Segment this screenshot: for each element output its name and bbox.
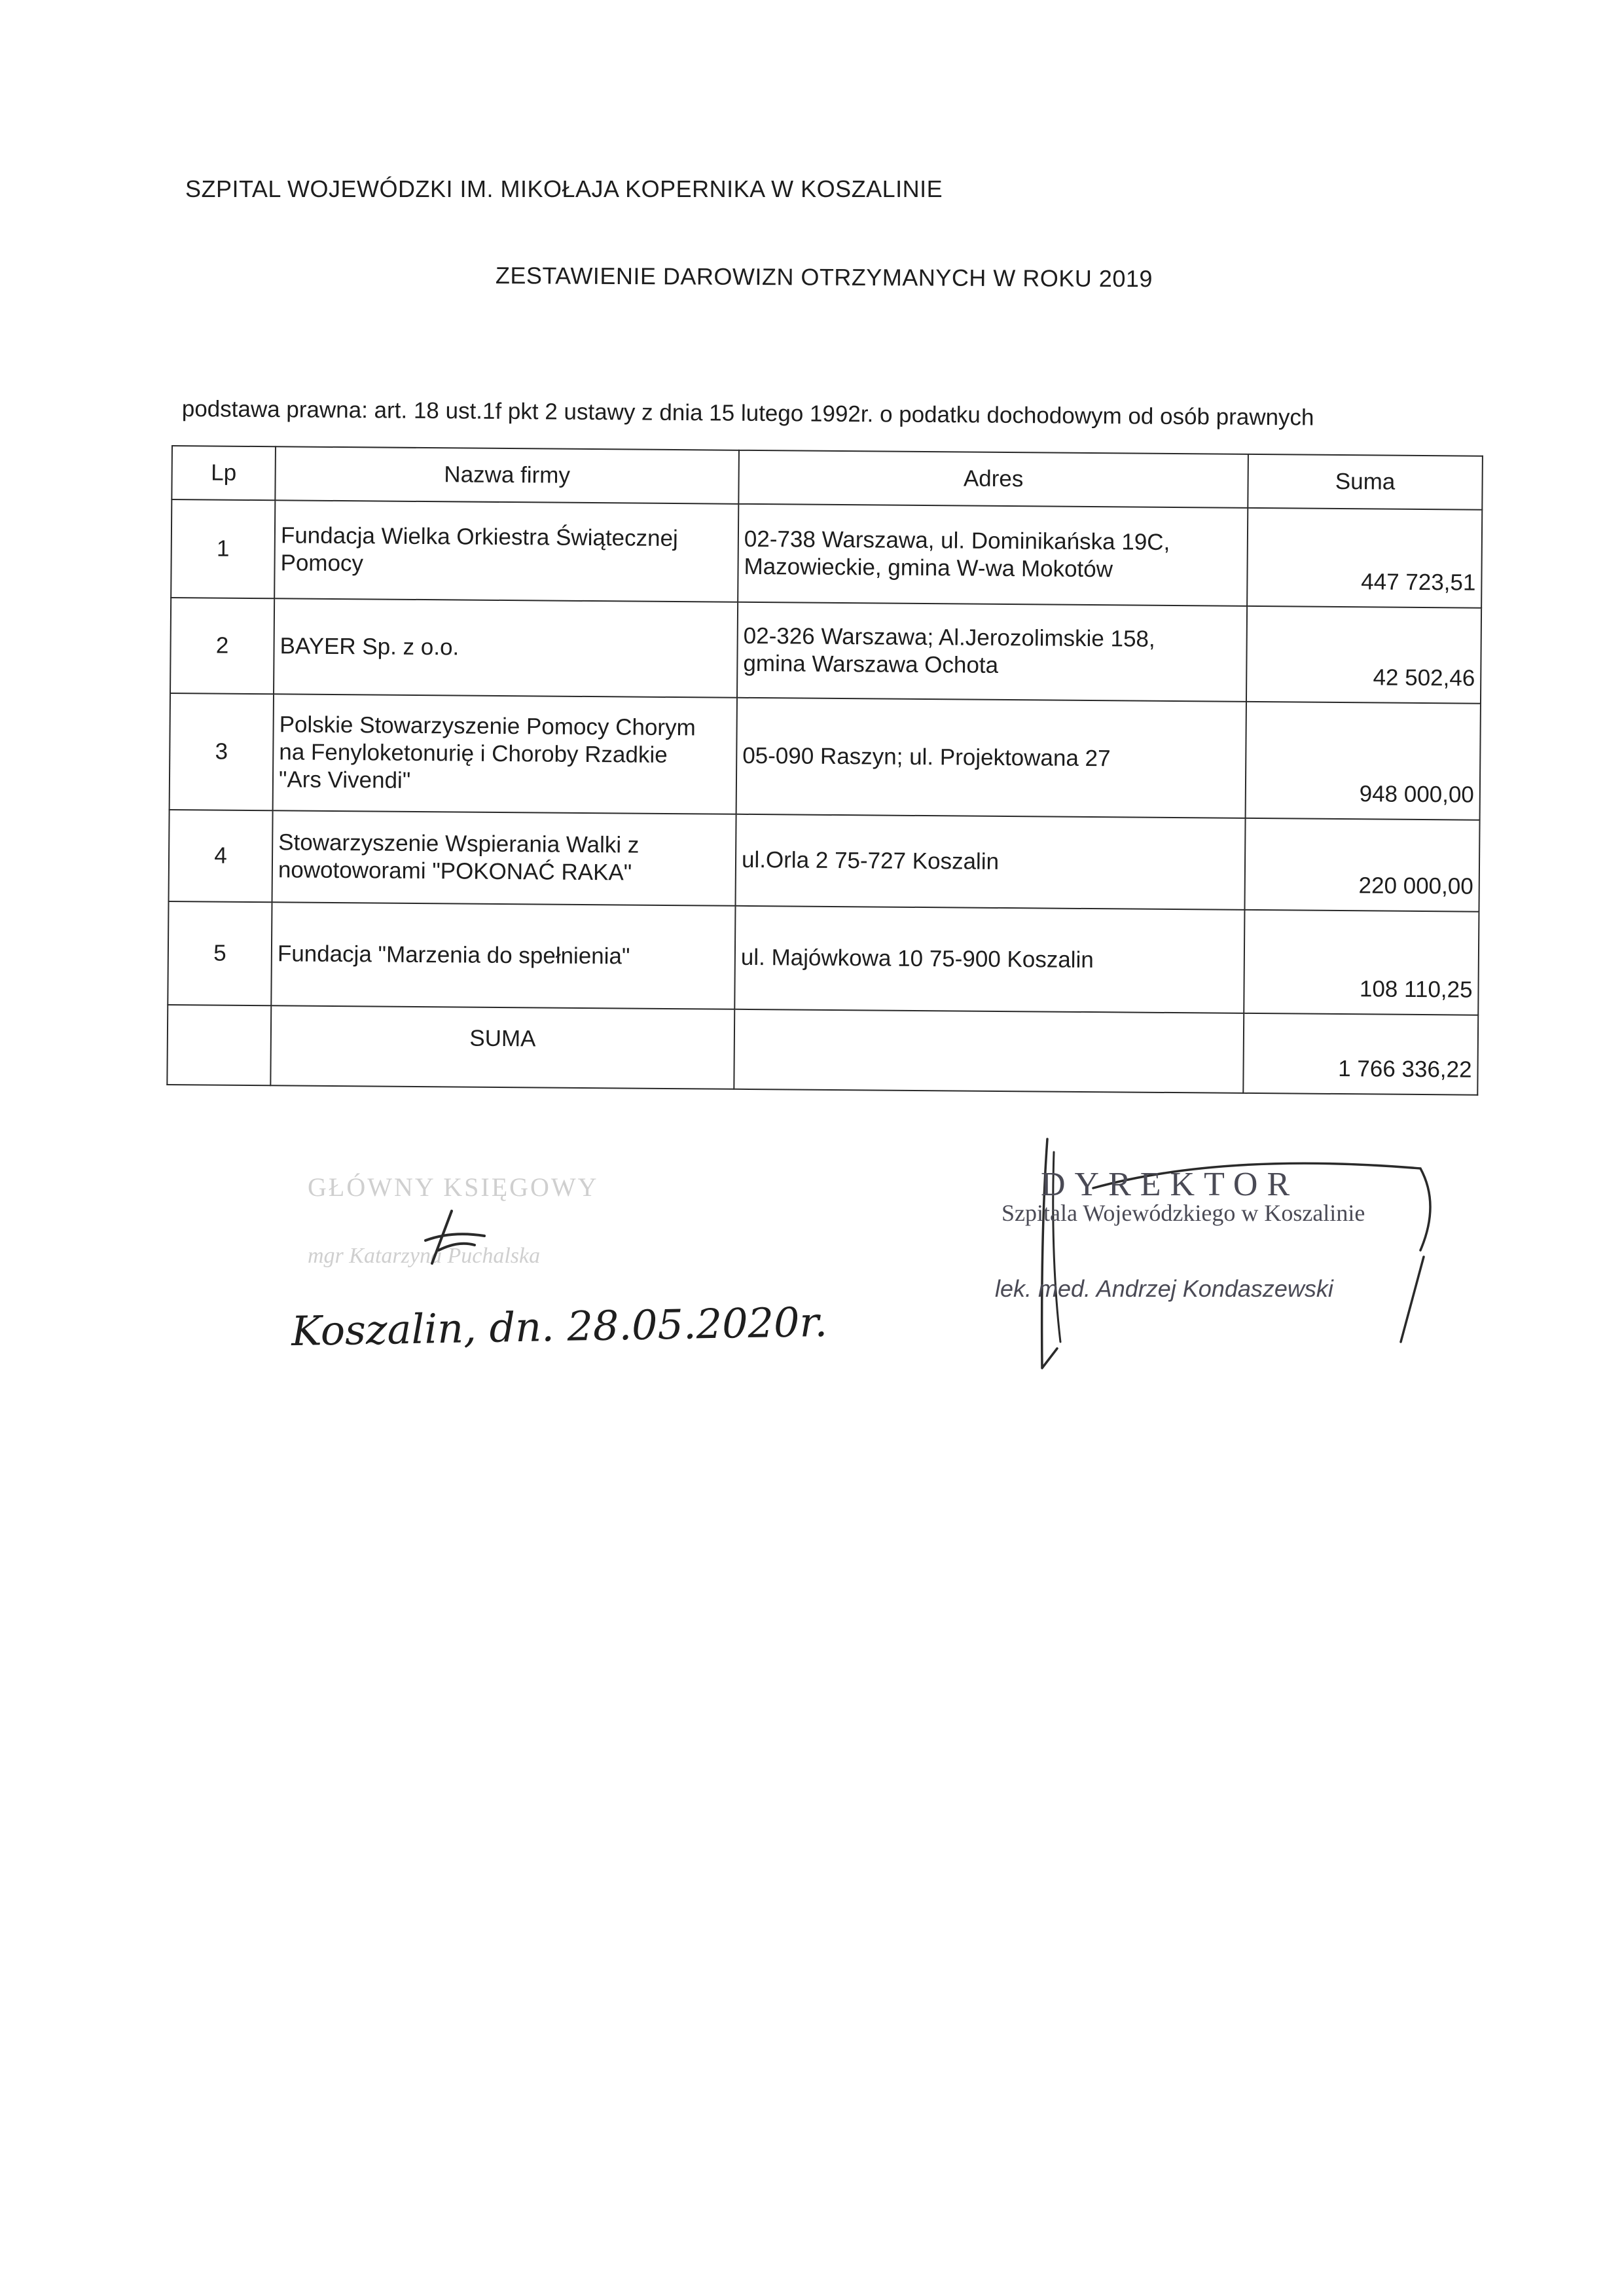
cell-name-line: Fundacja "Marzenia do spełnienia" — [277, 941, 630, 969]
cell-lp: 5 — [168, 901, 272, 1005]
table-row — [170, 693, 1481, 820]
cell-address-line: gmina Warszawa Ochota — [743, 650, 999, 678]
cell-address — [738, 504, 1248, 606]
director-stamp — [995, 1126, 1453, 1375]
cell-name — [272, 810, 736, 906]
donations-table — [166, 445, 1483, 1096]
accountant-stamp-name: mgr Katarzyna Puchalska — [308, 1244, 541, 1268]
table-total-row — [167, 1005, 1478, 1095]
cell-name — [274, 598, 738, 698]
total-sum: 1 766 336,22 — [1243, 1013, 1478, 1095]
cell-name-line: nowotoworami "POKONAĆ RAKA" — [278, 857, 632, 886]
director-hospital: Szpitala Wojewódzkiego w Koszalinie — [1001, 1200, 1365, 1226]
cell-name — [274, 500, 738, 602]
cell-address-line: ul. Majówkowa 10 75-900 Koszalin — [740, 944, 1094, 973]
cell-address-line: 02-738 Warszawa, ul. Dominikańska 19C, — [744, 526, 1170, 555]
cell-sum: 108 110,25 — [1244, 910, 1479, 1015]
cell-lp: 4 — [169, 810, 273, 902]
cell-sum: 42 502,46 — [1246, 606, 1481, 704]
cell-address-line: 05-090 Raszyn; ul. Projektowana 27 — [742, 742, 1111, 772]
table-row — [168, 901, 1479, 1015]
cell-sum: 220 000,00 — [1244, 818, 1479, 912]
cell-empty — [734, 1009, 1244, 1093]
cell-name-line: Pomocy — [280, 550, 364, 577]
director-signature-icon — [995, 1126, 1453, 1375]
column-header-address: Adres — [738, 450, 1248, 508]
accountant-signature-icon — [412, 1204, 491, 1270]
table-row — [169, 810, 1480, 912]
column-header-name: Nazwa firmy — [275, 446, 739, 504]
cell-address-line: Mazowieckie, gmina W-wa Mokotów — [744, 553, 1113, 583]
cell-address-line: 02-326 Warszawa; Al.Jerozolimskie 158, — [743, 623, 1155, 652]
cell-name-line: BAYER Sp. z o.o. — [280, 633, 460, 660]
cell-sum: 447 723,51 — [1247, 508, 1482, 608]
cell-empty — [167, 1005, 271, 1085]
total-label: SUMA — [270, 1005, 734, 1089]
cell-name-line: "Ars Vivendi" — [278, 767, 411, 793]
document-title: ZESTAWIENIE DAROWIZN OTRZYMANYCH W ROKU 2019 — [495, 262, 1153, 293]
cell-name — [271, 902, 735, 1009]
cell-address — [734, 906, 1244, 1013]
cell-lp: 2 — [170, 598, 274, 694]
cell-lp: 3 — [170, 693, 274, 810]
handwritten-date: Koszalin, dn. 28.05.2020r. — [291, 1297, 828, 1356]
column-header-lp: Lp — [171, 446, 276, 500]
cell-address — [736, 698, 1246, 818]
table-row — [170, 598, 1481, 704]
legal-basis: podstawa prawna: art. 18 ust.1f pkt 2 ustawy z dnia 15 lutego 1992r. o podatku dochodowym od osób prawnych — [181, 396, 1314, 431]
cell-name-line: Stowarzyszenie Wspierania Walki z — [278, 829, 640, 858]
column-header-sum: Suma — [1248, 454, 1483, 510]
accountant-stamp-title: GŁÓWNY KSIĘGOWY — [308, 1172, 599, 1202]
cell-address — [737, 602, 1247, 702]
cell-name-line: na Fenyloketonurię i Choroby Rzadkie — [279, 739, 668, 768]
cell-address — [735, 814, 1245, 910]
cell-lp: 1 — [171, 499, 275, 598]
cell-name — [273, 694, 737, 814]
cell-sum: 948 000,00 — [1246, 702, 1481, 820]
cell-address-line: ul.Orla 2 75-727 Koszalin — [741, 846, 1000, 875]
hospital-name: SZPITAL WOJEWÓDZKI IM. MIKOŁAJA KOPERNIKA W KOSZALINIE — [185, 175, 943, 202]
table-header-row — [171, 446, 1483, 510]
donations-table-wrapper — [166, 445, 1481, 1096]
director-title: DYREKTOR — [1041, 1166, 1299, 1203]
table-row — [171, 499, 1482, 608]
cell-name-line: Fundacja Wielka Orkiestra Świątecznej — [280, 522, 678, 552]
director-name: lek. med. Andrzej Kondaszewski — [995, 1275, 1333, 1302]
cell-name-line: Polskie Stowarzyszenie Pomocy Chorym — [279, 712, 696, 741]
